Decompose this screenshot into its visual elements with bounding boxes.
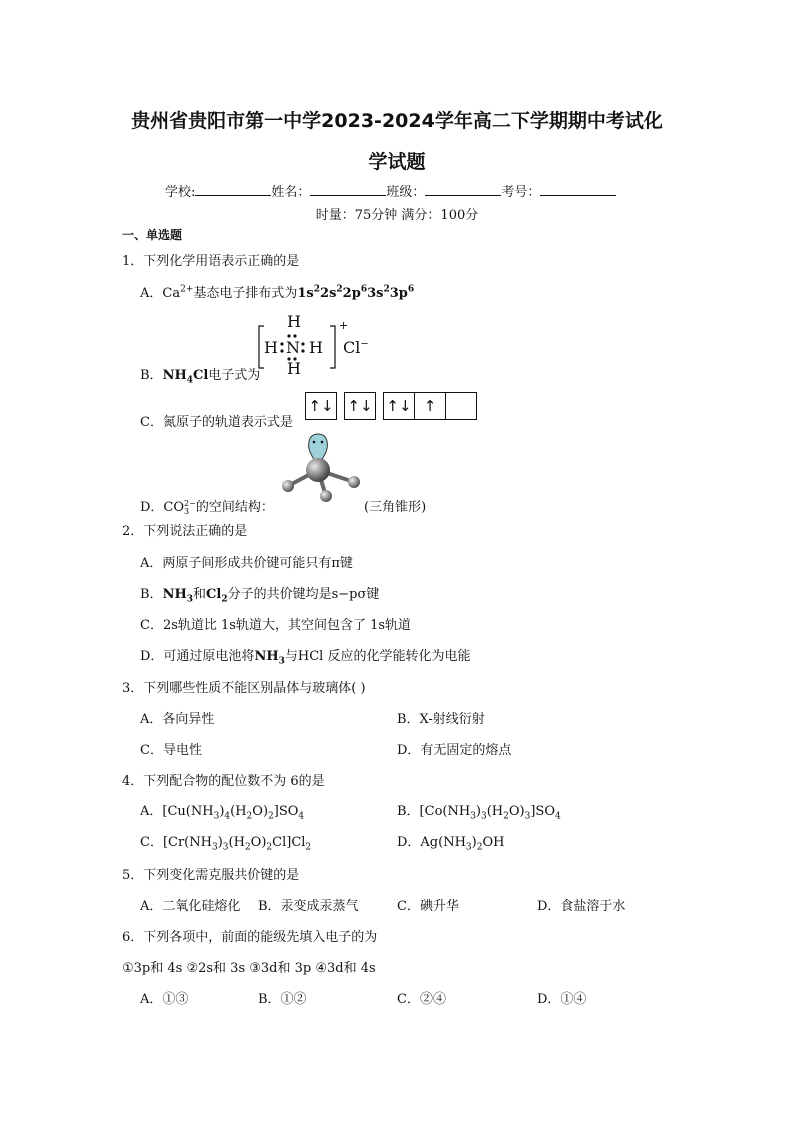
ball-stick-model-icon (278, 430, 368, 508)
exam-no-label: 考号： (501, 185, 541, 200)
q4-option-b: B．$[Co(NH_3)_3(H_2O)_3]SO_4$ (397, 804, 561, 822)
lewis-h-left: H (264, 338, 278, 357)
q2-option-a: A．两原子间形成共价键可能只有π键 (140, 556, 353, 571)
q6-stem: 6．下列各项中，前面的能级先填入电子的为 (122, 930, 378, 945)
q1-d-text: 的空间结构： (195, 500, 274, 515)
q1-option-a: A．$Ca^{2+}$基态电子排布式为$1s^22s^22p^63s^23p^6$ (140, 284, 415, 301)
q1-b-text: 电子式为 (208, 368, 261, 383)
q5-option-d: D．食盐溶于水 (537, 899, 626, 914)
q1-a-ion: 2+ (180, 284, 194, 295)
q4-option-d: D．$Ag(NH_3)_2OH$ (397, 835, 505, 853)
q1-option-d (140, 496, 274, 516)
q4-stem: 4．下列配合物的配位数不为 6的是 (122, 774, 325, 789)
svg-text:+: + (339, 319, 349, 332)
q6-option-c: C．②④ (397, 992, 446, 1007)
lewis-h-top: H (287, 312, 301, 331)
co3-charge-index: 2− 3 (184, 499, 196, 516)
orbital-box-2p (383, 392, 477, 420)
q1-d-note: (三角锥形) (364, 500, 427, 515)
q2-stem: 2．下列说法正确的是 (122, 524, 248, 539)
lewis-h-bottom: H (287, 359, 301, 378)
page-title: 贵州省贵阳市第一中学2023-2024学年高二下学期期中考试化 (131, 110, 663, 132)
q4-option-a: A．$[Cu(NH_3)_4(H_2O)_2]SO_4$ (140, 804, 305, 822)
student-info-line (165, 181, 616, 200)
q1-a-text: 基态电子排布式为 (193, 286, 298, 301)
school-label: 学校: (165, 185, 196, 200)
time-score: 时量：75分钟 满分：100分 (315, 208, 479, 223)
q2-option-d: D．可通过原电池将$NH_3$与HCl 反应的化学能转化为电能 (140, 649, 471, 667)
nh4cl-lewis-structure (258, 312, 378, 378)
q3-option-b: B．X-射线衍射 (397, 712, 485, 727)
q3-option-d: D．有无固定的熔点 (397, 743, 512, 758)
q5-option-c: C．碘升华 (397, 899, 459, 914)
up-down-arrow-icon: ↑↓ (347, 397, 373, 415)
q2-b-text: 分子的共价键均是s−pσ键 (227, 587, 380, 602)
q1-option-b: B．$NH_4Cl$电子式为 (140, 368, 261, 386)
name-blank (310, 183, 386, 196)
q6-option-d: D．①④ (537, 992, 587, 1007)
q2-d-post: 与HCl 反应的化学能转化为电能 (284, 649, 471, 664)
lewis-cl: Cl− (343, 338, 369, 357)
school-blank (195, 183, 271, 196)
q1-option-c: C．氮原子的轨道表示式是 (140, 415, 293, 430)
q2-option-b: B．$NH_3$和$Cl_2$分子的共价键均是s−pσ键 (140, 587, 380, 605)
q1-d-prefix: D．CO (140, 500, 185, 515)
up-down-arrow-icon: ↑↓ (308, 397, 334, 415)
lewis-n: N (286, 338, 300, 357)
empty-orbital (446, 393, 476, 419)
q5-stem: 5．下列变化需克服共价键的是 (122, 868, 300, 883)
q5-option-a: A．二氧化硅熔化 (140, 899, 241, 914)
orbital-box-1s (305, 392, 337, 420)
q1-b-letter: B． (140, 368, 163, 383)
exam-no-blank (540, 183, 616, 196)
q6-option-a: A．①③ (140, 992, 189, 1007)
q2-option-c: C．2s轨道比 1s轨道大，其空间包含了 1s轨道 (140, 618, 412, 633)
up-arrow-icon: ↑ (415, 393, 446, 419)
q5-option-b: B．汞变成汞蒸气 (258, 899, 359, 914)
q4-option-c: C．$[Cr(NH_3)_3(H_2O)_2Cl]Cl_2$ (140, 835, 312, 853)
section-heading: 一、单选题 (122, 228, 183, 242)
lewis-h-right: H (309, 338, 323, 357)
q3-option-a: A．各向异性 (140, 712, 215, 727)
q6-items: ①3p和 4s ②2s和 3s ③3d和 3p ④3d和 4s (122, 961, 376, 976)
q1-a-prefix: A．Ca (140, 286, 181, 301)
name-label: 姓名： (271, 185, 311, 200)
q6-option-b: B．①② (258, 992, 307, 1007)
orbital-box-2s (344, 392, 376, 420)
q3-stem: 3．下列哪些性质不能区别晶体与玻璃体( ) (122, 681, 366, 696)
class-label: 班级： (386, 185, 426, 200)
q2-d-pre: D．可通过原电池将 (140, 649, 255, 664)
q1-stem: 1．下列化学用语表示正确的是 (122, 254, 300, 269)
class-blank (425, 183, 501, 196)
page-title-line2: 学试题 (368, 151, 426, 173)
up-down-arrow-icon: ↑↓ (384, 393, 415, 419)
q3-option-c: C．导电性 (140, 743, 202, 758)
